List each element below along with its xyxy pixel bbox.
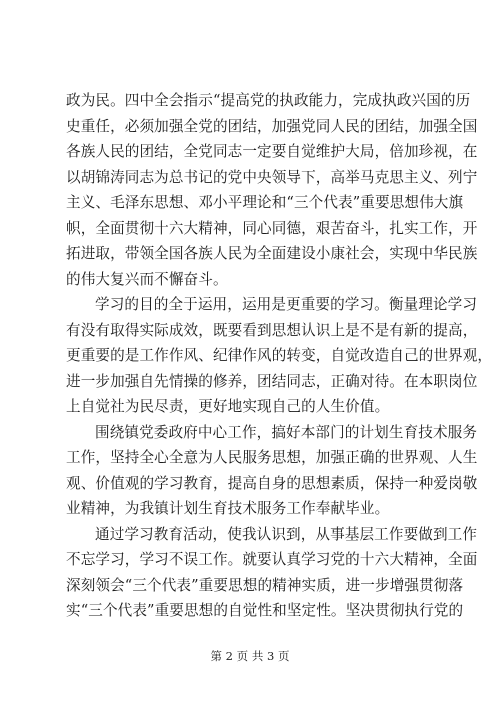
paragraph-first-line: 围绕镇党委政府中心工作，搞好本部门的计划生育技术服务 <box>95 423 478 441</box>
text-line: 的伟大复兴而不懈奋斗。 <box>66 270 228 288</box>
text-line: 观、价值观的学习教育，提高自身的思想素质，保持一种爱岗敬 <box>66 474 478 492</box>
text-line: 不忘学习，学习不误工作。就要认真学习党的十六大精神，全面 <box>66 551 478 568</box>
text-line: 帜，全面贯彻十六大精神，同心同德，艰苦奋斗，扎实工作，开 <box>66 219 478 237</box>
text-line: 上自觉社为民尽责，更好地实现自己的人生价值。 <box>66 398 390 415</box>
text-line: 实“三个代表”重要思想的自觉性和坚定性。坚决贯彻执行党的 <box>66 602 464 619</box>
text-line: 深刻领会“三个代表”重要思想的精神实质，进一步增强贯彻落 <box>66 576 464 594</box>
paragraph-first-line: 学习的目的全于运用，运用是更重要的学习。衡量理论学习 <box>95 296 478 313</box>
paragraph-first-line: 通过学习教育活动，使我认识到，从事基层工作要做到工作 <box>95 525 478 543</box>
text-line: 史重任，必须加强全党的团结，加强党同人民的团结，加强全国 <box>66 117 478 135</box>
text-line: 进一步加强自先情操的修养，团结同志，正确对待。在本职岗位 <box>66 372 478 390</box>
text-line: 业精神，为我镇计划生育技术服务工作奉献毕业。 <box>66 500 390 517</box>
text-line: 有没有取得实际成效，既要看到思想认识上是不是有新的提高， <box>66 321 478 339</box>
text-line: 主义、毛泽东思想、邓小平理论和“三个代表”重要思想伟大旗 <box>66 194 464 211</box>
text-line: 拓进取，带领全国各族人民为全面建设小康社会，实现中华民族 <box>66 245 478 262</box>
text-line: 以胡锦涛同志为总书记的党中央领导下，高举马克思主义、列宁 <box>66 168 478 186</box>
text-line: 政为民。四中全会指示“提高党的执政能力，完成执政兴国的历 <box>66 92 471 109</box>
page-footer: 第 2 页 共 3 页 <box>210 649 290 663</box>
text-line: 各族人民的团结，全党同志一定要自觉维护大局，倍加珍视，在 <box>66 143 478 160</box>
text-line: 更重要的是工作作风、纪律作风的转变，自觉改造自己的世界观， <box>66 347 493 364</box>
document-body <box>66 88 493 624</box>
text-line: 工作，坚持全心全意为人民服务思想，加强正确的世界观、人生 <box>66 449 478 466</box>
